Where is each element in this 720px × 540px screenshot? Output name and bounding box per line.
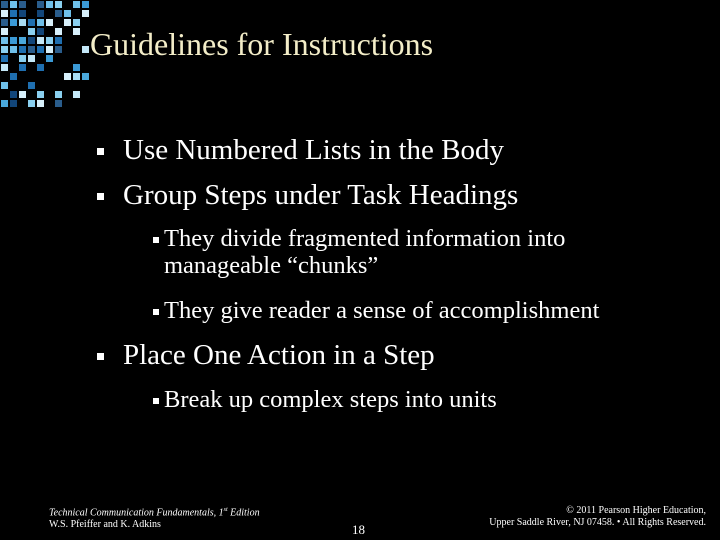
sub-bullet-item <box>153 225 565 280</box>
mosaic-tile <box>19 37 26 44</box>
mosaic-tile <box>28 37 35 44</box>
mosaic-tile <box>1 82 8 89</box>
footer-book-info <box>49 504 260 531</box>
mosaic-tile <box>82 73 89 80</box>
mosaic-tile <box>28 100 35 107</box>
mosaic-tile <box>37 37 44 44</box>
mosaic-tile <box>10 91 17 98</box>
footer-authors: W.S. Pfeiffer and K. Adkins <box>49 519 161 531</box>
mosaic-tile <box>28 46 35 53</box>
mosaic-tile <box>37 10 44 17</box>
sub-bullet-text: Break up complex steps into units <box>164 386 497 413</box>
mosaic-tile <box>1 46 8 53</box>
mosaic-tile <box>82 10 89 17</box>
mosaic-tile <box>10 1 17 8</box>
mosaic-tile <box>46 55 53 62</box>
mosaic-tile <box>64 10 71 17</box>
mosaic-tile <box>1 64 8 71</box>
mosaic-tile <box>46 37 53 44</box>
mosaic-tile <box>10 73 17 80</box>
sub-bullet-text <box>164 225 565 280</box>
mosaic-tile <box>1 100 8 107</box>
sub-bullet-item <box>153 386 497 413</box>
mosaic-tile <box>10 100 17 107</box>
mosaic-tile <box>1 19 8 26</box>
mosaic-tile <box>19 19 26 26</box>
mosaic-tile <box>10 19 17 26</box>
mosaic-tile <box>37 28 44 35</box>
mosaic-tile <box>37 100 44 107</box>
decorative-tile-grid <box>0 0 90 110</box>
bullet-item <box>97 179 518 211</box>
mosaic-tile <box>1 55 8 62</box>
bullet-item <box>97 134 504 166</box>
mosaic-tile <box>10 10 17 17</box>
mosaic-tile <box>37 64 44 71</box>
mosaic-tile <box>73 64 80 71</box>
footer-book-title: Technical Communication Fundamentals, 1st Edition <box>49 507 260 519</box>
slide-title: Guidelines for Instructions <box>90 26 434 62</box>
square-bullet-icon <box>153 237 159 243</box>
mosaic-tile <box>55 10 62 17</box>
sub-bullet-text-line1: They divide fragmented information into <box>164 225 566 252</box>
bullet-text: Place One Action in a Step <box>123 339 435 371</box>
square-bullet-icon <box>97 148 104 155</box>
bullet-text: Group Steps under Task Headings <box>123 179 519 211</box>
mosaic-tile <box>28 28 35 35</box>
mosaic-tile <box>55 100 62 107</box>
mosaic-tile <box>19 91 26 98</box>
mosaic-tile <box>73 91 80 98</box>
sub-bullet-text: They give reader a sense of accomplishment <box>164 297 600 324</box>
mosaic-tile <box>19 55 26 62</box>
mosaic-tile <box>19 64 26 71</box>
mosaic-tile <box>28 19 35 26</box>
mosaic-tile <box>55 46 62 53</box>
mosaic-tile <box>10 46 17 53</box>
mosaic-tile <box>37 19 44 26</box>
mosaic-tile <box>46 1 53 8</box>
square-bullet-icon <box>97 353 104 360</box>
mosaic-tile <box>82 46 89 53</box>
square-bullet-icon <box>153 309 159 315</box>
mosaic-tile <box>73 19 80 26</box>
square-bullet-icon <box>153 398 159 404</box>
footer-copyright <box>489 505 706 529</box>
mosaic-tile <box>55 1 62 8</box>
mosaic-tile <box>19 1 26 8</box>
mosaic-tile <box>37 1 44 8</box>
mosaic-tile <box>55 37 62 44</box>
bullet-text: Use Numbered Lists in the Body <box>123 134 504 166</box>
sub-bullet-item <box>153 297 599 324</box>
mosaic-tile <box>37 91 44 98</box>
mosaic-tile <box>1 37 8 44</box>
mosaic-tile <box>1 1 8 8</box>
mosaic-tile <box>19 10 26 17</box>
mosaic-tile <box>10 37 17 44</box>
mosaic-tile <box>82 1 89 8</box>
mosaic-tile <box>1 28 8 35</box>
copyright-line2: Upper Saddle River, NJ 07458. • All Rights Reserved. <box>489 517 706 528</box>
mosaic-tile <box>64 19 71 26</box>
mosaic-tile <box>28 55 35 62</box>
page-number: 18 <box>352 522 365 537</box>
mosaic-tile <box>37 46 44 53</box>
mosaic-tile <box>46 46 53 53</box>
copyright-line1: © 2011 Pearson Higher Education, <box>566 505 706 516</box>
mosaic-tile <box>55 28 62 35</box>
square-bullet-icon <box>97 193 104 200</box>
mosaic-tile <box>1 10 8 17</box>
mosaic-tile <box>19 46 26 53</box>
mosaic-tile <box>73 1 80 8</box>
mosaic-tile <box>46 19 53 26</box>
mosaic-tile <box>73 73 80 80</box>
bullet-item <box>97 339 435 371</box>
mosaic-tile <box>64 73 71 80</box>
mosaic-tile <box>73 28 80 35</box>
mosaic-tile <box>28 82 35 89</box>
mosaic-tile <box>55 91 62 98</box>
sub-bullet-text-line2: manageable “chunks” <box>164 252 379 280</box>
